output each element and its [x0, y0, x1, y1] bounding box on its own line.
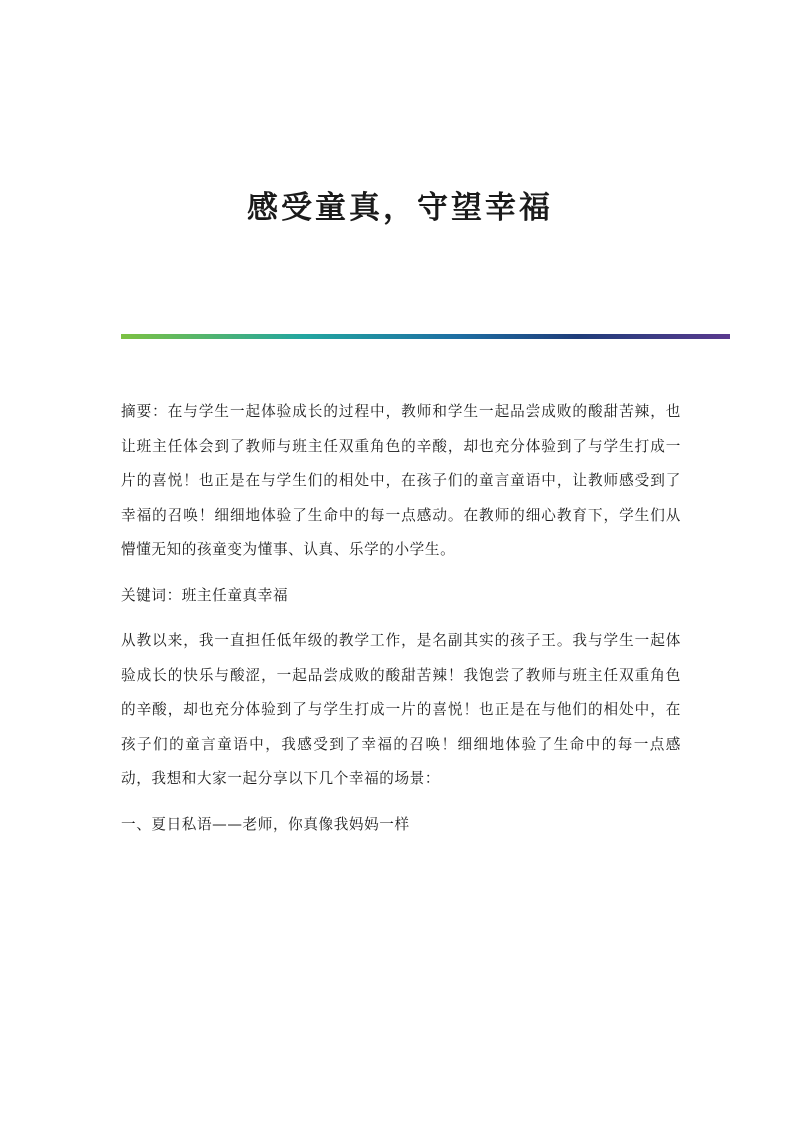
- body-paragraph: 从教以来，我一直担任低年级的教学工作，是名副其实的孩子王。我与学生一起体验成长的快乐与酸涩，一起品尝成败的酸甜苦辣！我饱尝了教师与班主任双重角色的辛酸，却也充分体验到了与学生打成一片的喜悦！也正是在与他们的相处中，在孩子们的童言童语中，我感受到了幸福的召唤！细细地体验了生命中的每一点感动，我想和大家一起分享以下几个幸福的场景：: [121, 632, 681, 787]
- document-title: 感受童真，守望幸福: [247, 190, 553, 226]
- document-body: [121, 395, 681, 853]
- section-heading: 一、夏日私语——老师，你真像我妈妈一样: [121, 815, 410, 833]
- title-divider: [121, 334, 730, 339]
- keywords-paragraph: 关键词：班主任童真幸福: [121, 586, 289, 604]
- abstract-paragraph: 摘要：在与学生一起体验成长的过程中，教师和学生一起品尝成败的酸甜苦辣，也让班主任体会到了教师与班主任双重角色的辛酸，却也充分体验到了与学生打成一片的喜悦！也正是在与学生们的相处中，在孩子们的童言童语中，让教师感受到了幸福的召唤！细细地体验了生命中的每一点感动。在教师的细心教育下，学生们从懵懂无知的孩童变为懂事、认真、乐学的小学生。: [121, 403, 681, 558]
